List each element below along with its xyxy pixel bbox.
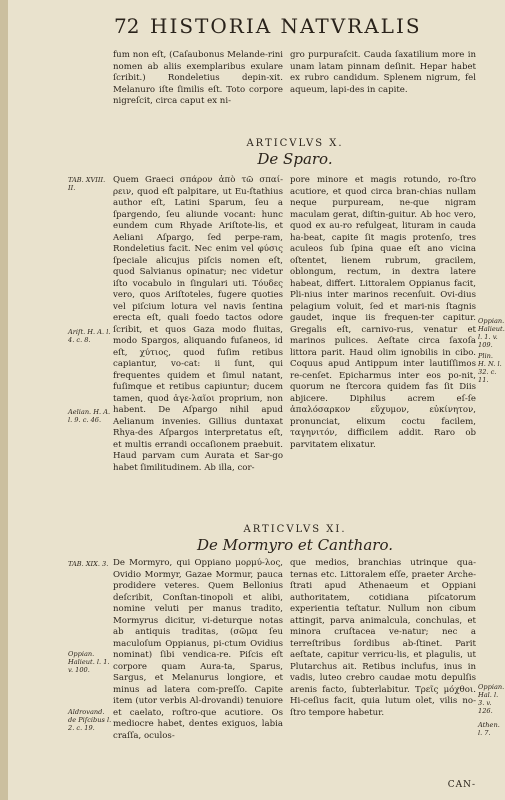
margin-note-oppian-1: Oppian. Halieut. l. 1. v. 109. (478, 317, 505, 349)
margin-note-athenaeus: Athen. l. 7. (478, 721, 500, 737)
page-header (0, 14, 502, 44)
article-xi-right-text: que medios, branchias utrinque qua-ternas etc. Littoralem eſſe, praeter Arche-ſtrati apud Athenaeum et Oppiani authoritatem, cotidiana piſcatorum experientia teſtatur. Nullum non cibum attingit, parva animalcula, conchulas, et minora cruſtacea ve-natur; nec a terreſtribus ſordibus ab-ſtinet. Parit aeſtate, capitur verricu-lis, et plagulis, ut Plutarchus ait. Retibus inclufus, inus in vadis, luteo crebro caudae motu depulſis arenis facto, ſubterlabitur. Τρεῖς μόχθοι. Hi-ceſius facit, quia lutum olet, vilis no-ſtro tempore habetur. (290, 558, 476, 718)
top-right-text: gro purpuraſcit. Cauda ſaxatilium more in unam latam pinnam deſinit. Hepar habet ex rubro candidum. Splenem nigrum, fel aqueum, lapi-des in capite. (290, 50, 476, 95)
catchword: CAN- (447, 780, 476, 790)
page-number: 72 (114, 14, 140, 38)
article-x-right-column (290, 175, 476, 451)
top-left-column (113, 50, 283, 108)
margin-note-oppian-2: Oppian. Halieut. l. 1. v. 100. (68, 650, 110, 674)
article-x-left-column (113, 175, 283, 474)
margin-note-tab-xviii: TAB. XVIII. II. (68, 176, 106, 192)
page-binding-shadow (0, 0, 8, 800)
running-title: HISTORIA NATVRALIS (150, 14, 422, 38)
article-x-left-text: Quem Graeci σπάρον ἀπὸ τῶ σπαί-ρειν, quod eſt palpitare, ut Eu-ſtathius author eſt, Latini Sparum, ſeu a ſpargendo, ſeu aliunde vocant: hunc eundem cum Rhyade Ariſtote-lis, et Aeliani Aſpargo, ſed perpe-ram, Rondeletius facit. Nec enim vel φύσις ſpeciale alicujus piſcis nomen eſt, quod Salvianus opinatur; nec videtur iſto vocabulo in ſingulari uti. Τόυδες vero, quos Ariſtoteles, fugere quoties vel piſcium lotura vel navis ſentina erecta eſt, quali foedo tactos odore ſcribit, et quos Gaza modo fluitas, modo Spargos, aliquando fuſaneos, id eſt, χύτιος, quod fuſim retibus capiantur, vo-cat: ii ſunt, qui frequentes quidem et ſimul natant, fuſimque et retibus capiuntur; ducem tamen, quod ἀγε-λαῖοι proprium, non habent. De Aſpargo nihil apud Aelianum invenies. Gillius duntaxat Rhya-des Aſpargos interpretatus eſt, et multis errandi occaſionem praebuit. Haud parvam cum Aurata et Sar-go habet ſimilitudinem. Ab illa, cor- (113, 175, 283, 473)
article-x-right-text: pore minore et magis rotundo, ro-ſtro acutiore, et quod circa bran-chias nullam neque purpuream, ne-que nigram maculam gerat, diſtin-guitur. Ab hoc vero, quod ex au-ro refulgeat, lituram in cauda ha-beat, capite ſit magis protenſo, tres aculeos ſub ſpina quae eſt ano vicina oſtentet, lienem rubrum, gracilem, oblongum, rectum, in dextra latere habeat, differt. Littoralem Oppianus facit, Pli-nius inter marinos recenſuit. Ovi-dius pelagium voluit, ſed et mari-nis ſtagnis gaudet, inque iis frequen-ter capitur. Gregalis eſt, carnivo-rus, venatur et marinos pulices. Aeſtate circa ſaxoſa littora parit. Haud olim ignobilis in cibo. Coquus apud Antippum inter lautiſſimos re-cenſet. Epicharmus inter eos po-nit, quorum ne ſtercora quidem fas ſit Diis abjicere. Diphilus acrem eſ-ſe ἀπαλόσαρκον εὔχυμον, εὐκίνητον, pronunciat, elixum coctu facilem, ταγηνιτόν, difficilem addit. Raro ob parvitatem elixatur. (290, 175, 476, 450)
margin-note-aldrovandus: Aldrovand. de Piſcibus l. 2. c. 19. (68, 708, 112, 732)
article-x-title: De Sparo. (257, 150, 333, 168)
margin-note-pliny: Plin. H. N. l. 32. c. 11. (478, 352, 502, 384)
margin-note-oppian-3: Oppian. Hal. l. 3. v. 126. (478, 683, 505, 715)
margin-note-aelian: Aelian. H. A. l. 9. c. 46. (68, 408, 111, 424)
top-right-column (290, 50, 476, 108)
article-xi-title: De Mormyro et Cantharo. (197, 536, 393, 554)
article-xi-right-column (290, 558, 476, 719)
margin-note-aristotle: Ariſt. H. A. l. 4. c. 8. (68, 328, 111, 344)
article-x-heading: ARTICVLVS X. (246, 138, 344, 149)
article-xi-left-column (113, 558, 283, 742)
top-left-text: fum non eſt, (Caſaubonus Melande-rini nomen ab aliis exemplaribus exulare ſcribit.) Rondeletius depin-xit. Melanuro iſte ſimilis eſt. Toto corpore nigreſcit, circa caput ex ni- (113, 50, 283, 106)
article-xi-left-text: De Mormyro, qui Oppiano μορμύ-λος, Ovidio Mormyr, Gazae Mormur, pauca prodidere veteres. Quem Bellonius deſcribit, Conſtan-tinopoli et alibi, nomine veluti per manus tradito, Mormyrus dicitur, vi-deturque notas ab antiquis traditas, (σῶμα ſeu maculoſum Oppianus, pi-ctum Ovidius nominat) ſibi vendica-re. Piſcis eſt corpore quam Aura-ta, Sparus, Sargus, et Melanurus longiore, et minus ad latera com-preſſo. Capite item (utor verbis Al-drovandi) tenuiore et caelato, roſtro-que acutiore. Os mediocre habet, dentes exiguos, labia craſſa, oculos- (113, 558, 283, 741)
article-xi-heading: ARTICVLVS XI. (243, 524, 347, 535)
margin-note-tab-xix: TAB. XIX. 3. (68, 560, 109, 568)
